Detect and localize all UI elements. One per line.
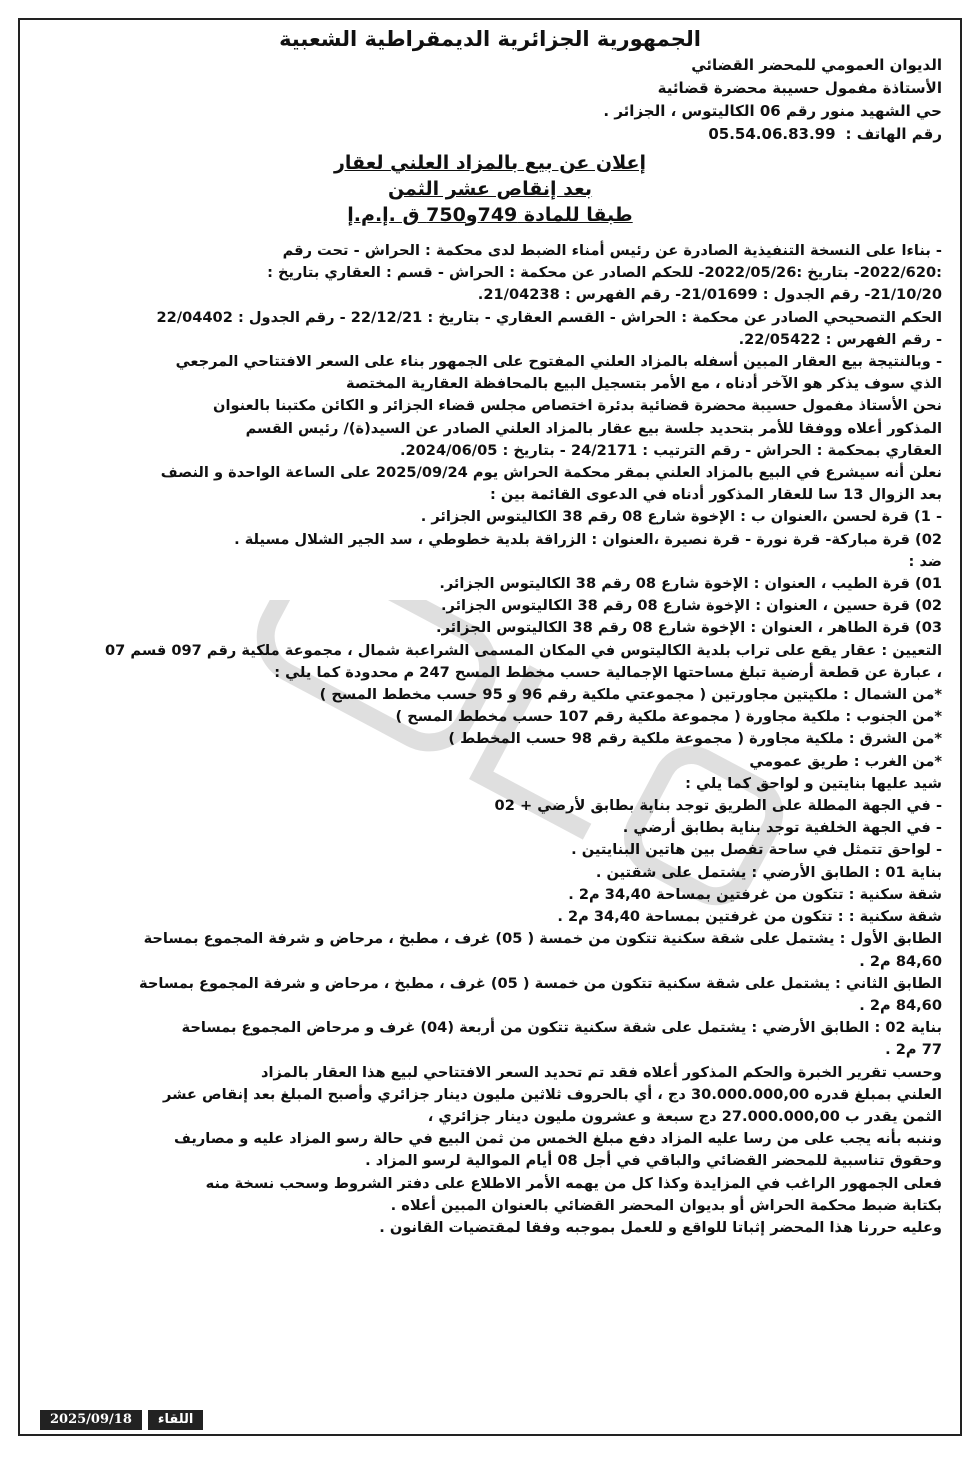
body-line: العلني بمبلغ قدره 30.000.000,00 دج ، أي بالحروف ثلاثين مليون دينار جزائري وأصبح المبلغ بعد إنقاص عشر	[163, 1085, 942, 1103]
body-line: *من الجنوب : ملكية مجاورة ( مجموعة ملكية رقم 107 حسب مخطط المسح )	[395, 708, 942, 726]
publication-date: 2025/09/18	[40, 1410, 142, 1430]
body-line: نعلن أنه سيشرع في البيع بالمزاد العلني بمقر محكمة الحراش يوم 2025/09/24 على الساعة الواحدة و النصف	[160, 464, 942, 482]
body-line: 77 م2 .	[885, 1041, 942, 1059]
bailiff-name: الأستاذة مفمول حسيبة محضرة قضائية	[657, 79, 942, 97]
body-line: *من الغرب : طريق عمومي	[749, 752, 942, 770]
body-line: شقة سكنية : تتكون من غرفتين بمساحة 34,40 م2 .	[568, 885, 942, 903]
body-line: 21/10/20- رقم الجدول : 21/01699- رقم الفهرس : 21/04238.	[477, 286, 942, 304]
body-line: 03) قرة الطاهر ، العنوان : الإخوة شارع 08 رقم 38 الكاليتوس الجزائر.	[436, 619, 942, 637]
body-line: شيد عليها بنايتين و لواحق كما يلي :	[685, 774, 942, 792]
office-name: الديوان العمومي للمحضر القضائي	[691, 56, 942, 74]
body-line: وحقوق تناسبية للمحضر القضائي والباقي في أجل 08 أيام الموالية لرسو المزاد .	[365, 1152, 942, 1170]
body-line: الطابق الثاني : يشتمل على شقة سكنية تتكون من خمسة ( 05) غرف ، مطبخ ، مرحاض و شرفة المجموع بمساحة	[139, 974, 942, 992]
body-line: - في الجهة الخلفية توجد بناية بطابق أرضي .	[622, 819, 942, 837]
body-line: - بناءا على النسخة التنفيذية الصادرة عن رئيس أمناء الضبط لدى محكمة : الحراش - تحت رقم	[282, 242, 942, 259]
body-line: الطابق الأول : يشتمل على شقة سكنية تتكون من خمسة ( 05) غرف ، مطبخ ، مرحاض و شرفة المجموع بمساحة	[143, 930, 942, 948]
body-line: نحن الأستاذ مفمول حسيبة محضرة قضائية بدئرة اختصاص مجلس قضاء الجزائر و الكائن مكتبنا بالعنوان	[213, 397, 942, 415]
body-line: 02) قرة حسين ، العنوان : الإخوة شارع 08 رقم 38 الكاليتوس الجزائر.	[440, 597, 942, 615]
body-line: شقة سكنية : : تتكون من غرفتين بمساحة 34,40 م2 .	[557, 908, 942, 926]
notice-page	[18, 18, 962, 1436]
body-line: ضد :	[908, 552, 942, 570]
body-line: فعلى الجمهور الراغب في المزايدة وكذا كل من يهمه الأمر الاطلاع على دفتر الشروط وسحب نسخة منه	[205, 1174, 942, 1192]
body-line: ، عبارة عن قطعة أرضية تبلغ مساحتها الإجمالية حسب مخطط المسح 247 م محدودة كما يلي :	[274, 663, 942, 681]
phone-row	[38, 123, 942, 146]
body-line: وعليه حررنا هذا المحضر إثباتا للواقع و للعمل بموجبه وفقا لمقتضيات القانون .	[379, 1218, 942, 1236]
announcement-subtitle: بعد إنقاص عشر الثمن	[387, 178, 593, 200]
body-line: 01) قرة الطيب ، العنوان : الإخوة شارع 08 رقم 38 الكاليتوس الجزائر.	[439, 575, 942, 593]
footer-bar	[40, 1410, 203, 1430]
announcement-title: إعلان عن بيع بالمزاد العلني لعقار	[333, 152, 647, 174]
body-line: - لواحق تتمثل في ساحة تفصل بين هاتين البنايتين .	[571, 841, 942, 859]
body-line: الثمن يقدر ب 27.000.000,00 دج سبعة و عشرون مليون دينار جزائري ،	[427, 1107, 942, 1125]
body-line: التعيين : عقار يقع على تراب بلدية الكاليتوس في المكان المسمى الشراعبة شمال ، مجموعة ملكية رقم 097 قسم 07	[105, 641, 942, 659]
body-line: الحكم التصحيحي الصادر عن محكمة : الحراش - القسم العقاري - بتاريخ : 22/12/21 - رقم الجدول : 22/04402	[156, 308, 942, 326]
body-line: بكتابة ضبط محكمة الحراش أو بديوان المحضر القضائي بالعنوان المبين أعلاه .	[390, 1196, 942, 1214]
body-line: 84,60 م2 .	[859, 952, 942, 970]
phone-number: 05.54.06.83.99	[708, 125, 836, 143]
body-line: بناية 01 : الطابق الأرضي : يشتمل على شقتين .	[595, 863, 942, 881]
office-address: حي الشهيد منور رقم 06 الكاليتوس ، الجزائر .	[603, 102, 942, 120]
body-line: :2022/620- بتاريخ :2022/05/26- للحكم الصادر عن محكمة : الحراش - قسم : العقاري بتاريخ :	[267, 264, 942, 282]
body-line: *من الشمال : ملكيتين مجاورتين ( مجموعتي ملكية رقم 96 و 95 حسب مخطط المسح )	[319, 686, 942, 704]
body-line: المذكور أعلاه ووفقا للأمر بتحديد جلسة بيع عقار بالمزاد العلني الصادر عن السيد(ة)/ رئيس القسم	[245, 419, 942, 437]
republic-heading: الجمهورية الجزائرية الديمقراطية الشعبية	[279, 27, 701, 51]
body-line: *من الشرق : ملكية مجاورة ( مجموعة ملكية رقم 98 حسب المخطط )	[448, 730, 942, 748]
body-line: - في الجهة المطلة على الطريق توجد بناية بطابق لأرضي + 02	[494, 797, 942, 815]
body-line: الذي سوف يذكر هو الآخر أدناه ، مع الأمر بتسجيل البيع بالمحافظة العقارية المختصة	[346, 375, 942, 393]
legal-article: طبقا للمادة 749و750 ق .إ.م.إ	[347, 204, 633, 226]
body-line: بعد الزوال 13 سا للعقار المذكور أدناه في الدعوى القائمة بين :	[489, 486, 942, 504]
body-line: - رقم الفهرس : 22/05422.	[738, 330, 942, 348]
body-line: وحسب تقرير الخبرة والحكم المذكور أعلاه فقد تم تحديد السعر الافتتاحي لبيع هذا العقار بالمزاد	[260, 1063, 942, 1081]
body-line: العقاري بمحكمة : الحراش - رقم الترتيب : 24/2171 - بتاريخ : 2024/06/05.	[399, 441, 942, 459]
body-line: - وبالنتيجة بيع العقار المبين أسفله بالمزاد العلني المفتوح على الجمهور بناء على السعر الافتتاحي المرجعي	[175, 353, 942, 371]
newspaper-name: اللقاء	[148, 1410, 204, 1430]
body-line: وننبه بأنه يجب على من رسا عليه المزاد دفع مبلغ الخمس من ثمن البيع في حالة رسو المزاد عليه و مصاريف	[174, 1130, 942, 1148]
body-line: 84,60 م2 .	[859, 996, 942, 1014]
body-line: بناية 02 : الطابق الأرضي : يشتمل على شقة سكنية تتكون من أربعة (04) غرف و مرحاض المجموع بمساحة	[181, 1019, 942, 1037]
body-line: 02) قرة مباركة- قرة نورة - قرة نصيرة ،العنوان : الزراقة بلدية خطوطي ، سد الجير الشلال مسيلة .	[234, 530, 942, 548]
phone-label: رقم الهاتف :	[845, 125, 942, 143]
notice-body	[38, 240, 942, 1239]
body-line: - 1) قرة لحسن ،العنوان ب : الإخوة شارع 08 رقم 38 الكاليتوس الجزائر .	[420, 508, 942, 526]
